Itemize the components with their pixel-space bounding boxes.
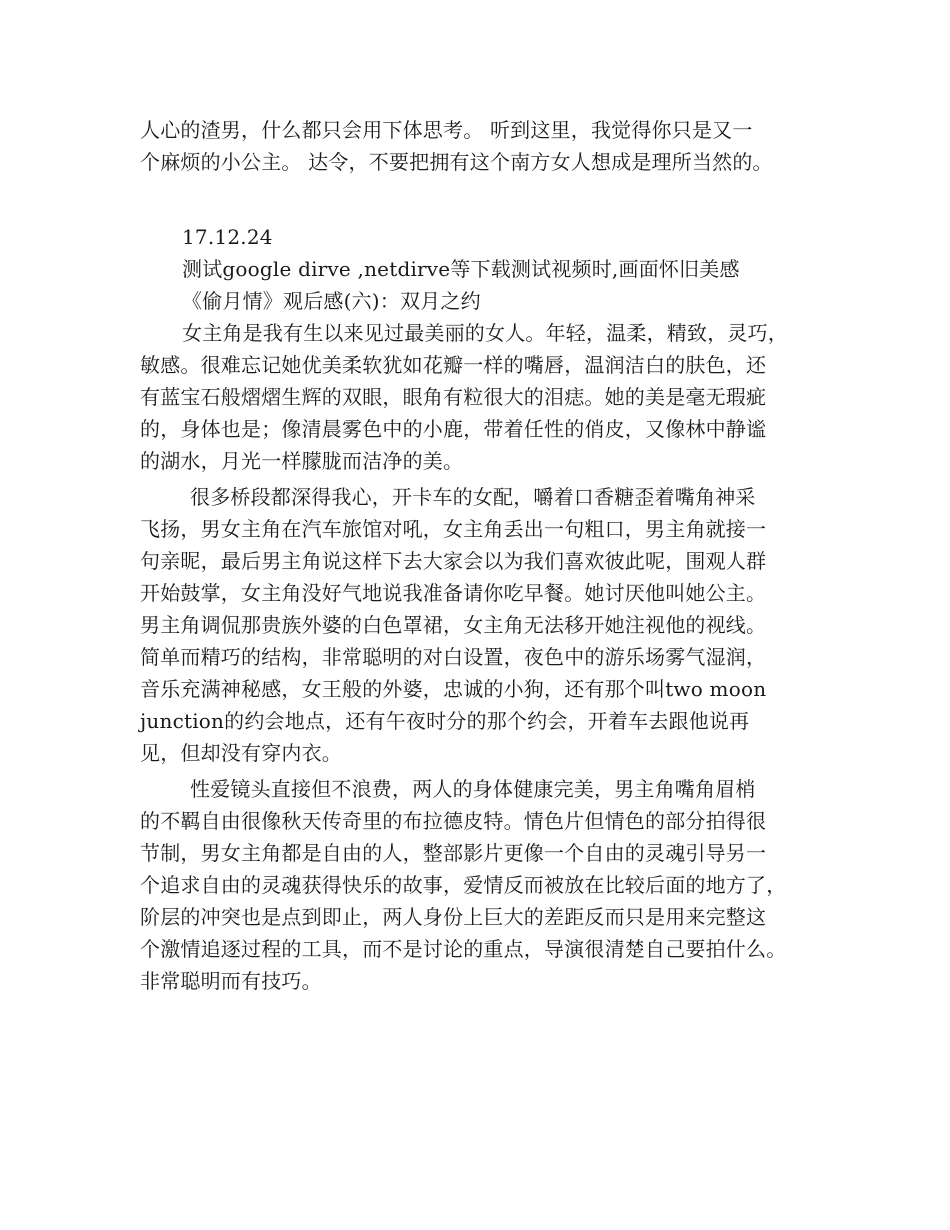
paragraph-line: 简单而精巧的结构，非常聪明的对白设置，夜色中的游乐场雾气湿润， [140,645,767,669]
paragraph-line: 很多桥段都深得我心，开卡车的女配，嚼着口香糖歪着嘴角神采 [190,485,756,509]
spacer [140,178,830,221]
paragraph-line: 性爱镜头直接但不浪费，两人的身体健康完美，男主角嘴角眉梢 [190,777,756,801]
paragraph-line: 个追求自由的灵魂获得快乐的故事，爱情反而被放在比较后面的地方了， [140,873,787,897]
paragraph-line: 的不羁自由很像秋天传奇里的布拉德皮特。情色片但情色的部分拍得很 [140,809,767,833]
paragraph-line: 有蓝宝石般熠熠生辉的双眼，眼角有粒很大的泪痣。她的美是毫无瑕疵 [140,385,767,409]
paragraph-line: 敏感。很难忘记她优美柔软犹如花瓣一样的嘴唇，温润洁白的肤色，还 [140,353,767,377]
paragraph-line: 飞扬，男女主角在汽车旅馆对吼，女主角丢出一句粗口，男主角就接一 [140,517,767,541]
paragraph-line: 个激情追逐过程的工具，而不是讨论的重点，导演很清楚自己要拍什么。 [140,937,787,961]
paragraph-line: 阶层的冲突也是点到即止，两人身份上巨大的差距反而只是用来完整这 [140,905,767,929]
paragraph-line: 女主角是我有生以来见过最美丽的女人。年轻，温柔，精致，灵巧， [182,321,788,345]
article-title: 《偷月情》观后感(六)：双月之约 [182,289,481,313]
paragraph-line: 开始鼓掌，女主角没好气地说我准备请你吃早餐。她讨厌他叫她公主。 [140,581,767,605]
paragraph-line: 见，但却没有穿内衣。 [140,741,342,765]
paragraph-line: 节制，男女主角都是自由的人，整部影片更像一个自由的灵魂引导另一 [140,841,767,865]
paragraph-line: junction的约会地点，还有午夜时分的那个约会，开着车去跟他说再 [140,709,750,733]
intro-line: 个麻烦的小公主。 达令，不要把拥有这个南方女人想成是理所当然的。 [140,150,773,174]
entry-note: 测试google dirve ,netdirve等下载测试视频时,画面怀旧美感 [182,257,740,281]
paragraph-line: 的，身体也是；像清晨雾色中的小鹿，带着任性的俏皮，又像林中静谧 [140,417,767,441]
intro-line: 人心的渣男，什么都只会用下体思考。 听到这里，我觉得你只是又一 [140,118,753,142]
document-page [140,114,830,997]
entry-date: 17.12.24 [182,225,273,249]
paragraph-line: 非常聪明而有技巧。 [140,969,322,993]
paragraph-line: 的湖水，月光一样朦胧而洁净的美。 [140,449,464,473]
paragraph-line: 句亲昵，最后男主角说这样下去大家会以为我们喜欢彼此呢，围观人群 [140,549,767,573]
paragraph-line: 音乐充满神秘感，女王般的外婆，忠诚的小狗，还有那个叫two moon [140,677,767,701]
paragraph-line: 男主角调侃那贵族外婆的白色罩裙，女主角无法移开她注视他的视线。 [140,613,767,637]
